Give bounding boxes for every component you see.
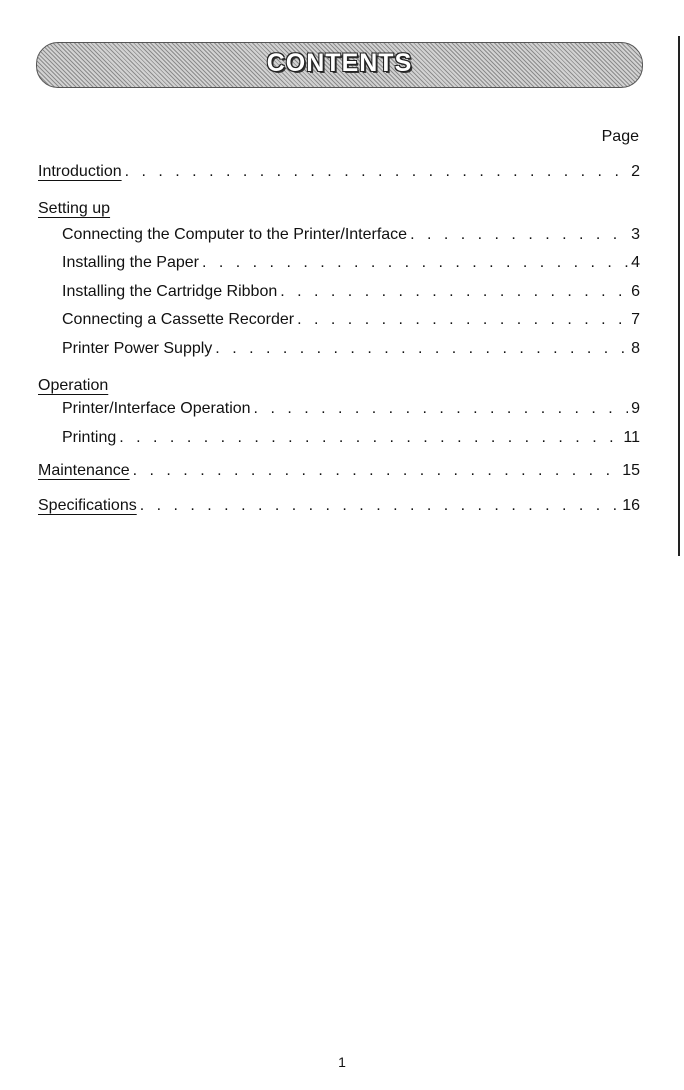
toc-entry-installing-paper[interactable] (62, 254, 640, 276)
toc-section-operation: Operation (38, 377, 109, 394)
dot-leader (125, 163, 628, 181)
toc-entry-label: Connecting the Computer to the Printer/Interface (62, 226, 408, 243)
toc-entry-maintenance[interactable] (38, 462, 640, 484)
toc-entry-label: Specifications (38, 497, 137, 514)
toc-entry-label: Printer/Interface Operation (62, 400, 251, 417)
toc-entry-page: 9 (631, 400, 640, 417)
toc-entry-label: Maintenance (38, 462, 130, 479)
toc-entry-connecting-computer[interactable] (62, 226, 640, 248)
contents-banner (36, 42, 643, 88)
page-column-label: Page (601, 128, 639, 145)
toc-entry-label: Installing the Cartridge Ribbon (62, 283, 278, 300)
toc-entry-label: Printer Power Supply (62, 340, 213, 357)
page-title: CONTENTS (266, 49, 413, 77)
toc-entry-page: 7 (631, 311, 640, 328)
dot-leader (119, 429, 620, 447)
dot-leader (297, 311, 628, 329)
toc-entry-label: Installing the Paper (62, 254, 199, 271)
toc-entry-label: Connecting a Cassette Recorder (62, 311, 295, 328)
dot-leader (133, 462, 620, 480)
dot-leader (215, 340, 628, 358)
dot-leader (202, 254, 628, 272)
toc-entry-page: 6 (631, 283, 640, 300)
toc-entry-label: Introduction (38, 163, 122, 180)
toc-entry-cassette-recorder[interactable] (62, 311, 640, 333)
toc-entry-page: 15 (622, 462, 640, 479)
toc-entry-installing-ribbon[interactable] (62, 283, 640, 305)
toc-entry-page: 8 (631, 340, 640, 357)
toc-entry-page: 11 (623, 429, 640, 446)
toc-entry-label: Printing (62, 429, 117, 446)
toc-entry-interface-operation[interactable] (62, 400, 640, 422)
toc-entry-page: 4 (631, 254, 640, 271)
dot-leader (280, 283, 628, 301)
toc-entry-page: 3 (631, 226, 640, 243)
dot-leader (254, 400, 629, 418)
toc-entry-introduction[interactable] (38, 163, 640, 185)
dot-leader (410, 226, 628, 244)
dot-leader (140, 497, 619, 515)
toc-entry-page: 16 (622, 497, 640, 514)
toc-entry-power-supply[interactable] (62, 340, 640, 362)
toc-entry-specifications[interactable] (38, 497, 640, 519)
toc-section-setting-up: Setting up (38, 200, 111, 217)
toc-entry-printing[interactable] (62, 429, 640, 451)
page-number: 1 (338, 1054, 346, 1070)
page-edge-rule (678, 36, 680, 556)
toc-entry-page: 2 (631, 163, 640, 180)
